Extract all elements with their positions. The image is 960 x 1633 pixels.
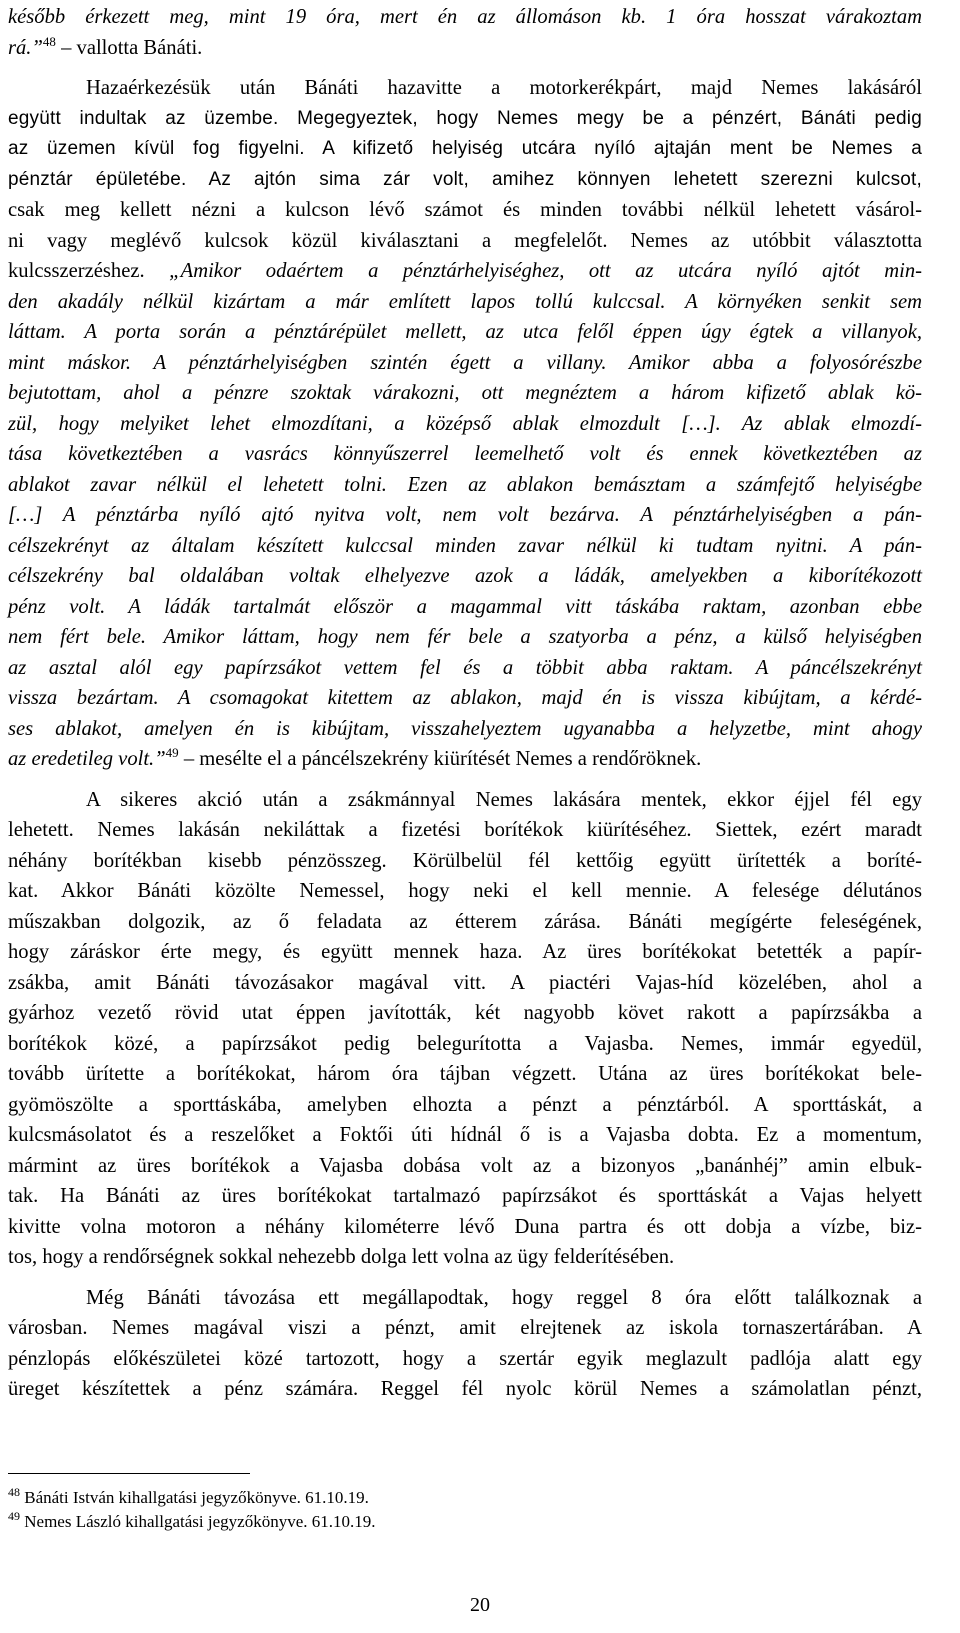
footnote-number: 49 [8, 1509, 20, 1523]
text-line: ni vagy meglévő kulcsok közül kiválasztani a megfelelőt. Nemes az utóbbit választotta [8, 229, 922, 252]
text-line: gyömöszölte a sporttáskába, amelyben elhozta a pénzt a pénztárból. A sporttáskát, a [8, 1093, 922, 1116]
text-line: mármint az üres borítékok a Vajasba dobása volt az a bizonyos „banánhéj” amin elbuk- [8, 1154, 922, 1177]
footnote-ref: 48 [42, 33, 56, 49]
text-line [8, 256, 922, 287]
text-line: az üzemen kívül fog figyelni. A kifizető helyiség utcára nyíló ajtaján ment be Nemes a [8, 138, 922, 159]
text-line: nem fért bele. Amikor láttam, hogy nem fér bele a szatyorba a pénz, a külső helyiségben [8, 626, 922, 648]
text-line: […] A pénztárba nyíló ajtó nyitva volt, nem volt bezárva. A pénztárhelyiségben a pán- [8, 504, 922, 526]
text-line: ablakot zavar nélkül el lehetett tolni. Ezen az ablakon bemásztam a számfejtő helyiségbe [8, 473, 922, 496]
text-line: műszakban dolgozik, az ő feladata az étterem zárása. Bánáti megígérte feleségének, [8, 910, 922, 933]
text-line: pénz volt. A ládák tartalmát először a magammal vitt táskába raktam, azonban ebbe [8, 595, 922, 618]
text-line: célszekrény bal oldalában voltak elhelyezve azok a ládák, amelyekben a kiborítékozott [8, 565, 922, 587]
text-line: csak meg kellett nézni a kulcson lévő számot és minden további nélkül lehetett vásárol- [8, 199, 922, 221]
text-line: A sikeres akció után a zsákmánnyal Nemes lakására mentek, ekkor éjjel fél egy [86, 788, 922, 811]
paragraph-1 [8, 2, 922, 63]
text-line: célszekrényt az általam készített kulccsal minden zavar nélkül ki tudtam nyitni. A pán- [8, 534, 922, 557]
text-line: tása következtében a vasrács könnyűszerrel leemelhető volt és ennek következtében az [8, 443, 922, 465]
text-line: borítékok közé, a papírzsákot pedig belegurította a Vajasba. Nemes, immár egyedül, [8, 1032, 922, 1055]
text-line: kivitte volna motoron a néhány kilométerre lévő Duna partra és ott dobja a vízbe, biz- [8, 1215, 922, 1238]
text-line: üreget készítettek a pénz számára. Reggel fél nyolc körül Nemes a számolatlan pénzt, [8, 1378, 922, 1400]
footnote [8, 1510, 908, 1534]
text-line: pénzlopás előkészületei közé tartozott, hogy a szertár egyik meglazult padlója alatt egy [8, 1347, 922, 1370]
text-line: tak. Ha Bánáti az üres borítékokat tartalmazó papírzsákot és sporttáskát a Vajas helyett [8, 1185, 922, 1207]
text-line: den akadály nélkül kizártam a már említett lapos tollú kulccsal. A környéken senkit sem [8, 290, 922, 313]
text-line: lehetett. Nemes lakásán nekiláttak a fizetési borítékok kiürítéséhez. Siettek, ezért maradt [8, 819, 922, 841]
text-line: tovább ürítette a borítékokat, három óra tájban végzett. Utána az üres borítékokat bele- [8, 1063, 922, 1085]
footnote-text: Nemes László kihallgatási jegyzőkönyve. 61.10.19. [24, 1512, 376, 1531]
text-line: Hazaérkezésük után Bánáti hazavitte a motorkerékpárt, majd Nemes lakásáról [86, 77, 922, 99]
text-line: együtt indultak az üzembe. Megegyeztek, hogy Nemes megy be a pénzért, Bánáti pedig [8, 107, 922, 129]
paragraph-3 [8, 785, 922, 1273]
footnote-separator [8, 1473, 250, 1474]
text-line: ses ablakot, amelyen én is kibújtam, visszahelyeztem ugyanabba a helyzetbe, mint ahogy [8, 717, 922, 740]
footnote-ref: 49 [165, 745, 179, 760]
text-line [8, 33, 922, 64]
text-line: vissza bezártam. A csomagokat kitettem az ablakon, majd én is vissza kibújtam, a kérdé- [8, 687, 922, 709]
text-line: mint máskor. A pénztárhelyiségben szintén égett a villany. Amikor abba a folyosórészbe [8, 351, 922, 374]
text-line: bejutottam, ahol a pénzre szoktak várakozni, ott megnéztem a három kifizető ablak kö- [8, 382, 922, 404]
footnote-number: 48 [8, 1485, 20, 1499]
text-line: néhány borítékban kisebb pénzösszeg. Körülbelül fél kettőig együtt ürítették a boríté- [8, 849, 922, 872]
text-line: kat. Akkor Bánáti közölte Nemessel, hogy neki el kell mennie. A felesége délutános [8, 880, 922, 902]
text-line: később érkezett meg, mint 19 óra, mert én az állomáson kb. 1 óra hosszat várakoztam [8, 6, 922, 28]
text-line: hogy záráskor érte megy, és együtt mennek haza. Az üres borítékokat betették a papír- [8, 941, 922, 963]
text-line: városban. Nemes magával viszi a pénzt, amit elrejtenek az iskola tornaszertárában. A [8, 1317, 922, 1339]
paragraph-4 [8, 1283, 922, 1405]
attribution: – vallotta Bánáti. [55, 36, 203, 59]
text-line: Még Bánáti távozása ett megállapodtak, hogy reggel 8 óra előtt találkoznak a [86, 1286, 922, 1309]
text-line [8, 744, 922, 775]
text-line: pénztár épületébe. Az ajtón sima zár volt, amihez könnyen lehetett szerezni kulcsot, [8, 168, 922, 190]
page-number: 20 [470, 1594, 490, 1616]
text-span: kulcsszerzéshez. [8, 260, 170, 282]
text-line: kulcsmásolatot és a reszelőket a Foktői úti hídnál ő is a Vajasba dobta. Ez a momentum, [8, 1124, 922, 1146]
text-line: láttam. A porta során a pénztárépület mellett, az utca felől éppen úgy égtek a villanyok, [8, 321, 922, 343]
text-line: gyárhoz vezető rövid utat éppen javították, két nagyobb követ rakott a papírzsákba a [8, 1002, 922, 1024]
text-line: zül, hogy melyiket lehet elmozdítani, a középső ablak elmozdult […]. Az ablak elmozdí- [8, 412, 922, 435]
footnote [8, 1486, 908, 1510]
body-text [8, 2, 922, 1413]
paragraph-2 [8, 73, 922, 775]
footnote-text: Bánáti István kihallgatási jegyzőkönyve. 61.10.19. [24, 1488, 369, 1507]
footnotes [8, 1486, 908, 1534]
quote-end: az eredetileg volt.” [8, 748, 166, 770]
text-line: zsákba, amit Bánáti távozásakor magával vitt. A piactéri Vajas-híd közelében, ahol a [8, 971, 922, 994]
quote-start: „Amikor odaértem a pénztárhelyiséghez, ott az utcára nyíló ajtót min- [169, 260, 922, 282]
quote-end: rá.” [8, 36, 43, 59]
attribution: – mesélte el a páncélszekrény kiürítését Nemes a rendőröknek. [178, 748, 702, 770]
text-line: az asztal alól egy papírzsákot vettem fel és a többit abba raktam. A páncélszekrényt [8, 656, 922, 679]
text-line: tos, hogy a rendőrségnek sokkal nehezebb dolga lett volna az ügy felderítésében. [8, 1246, 675, 1268]
